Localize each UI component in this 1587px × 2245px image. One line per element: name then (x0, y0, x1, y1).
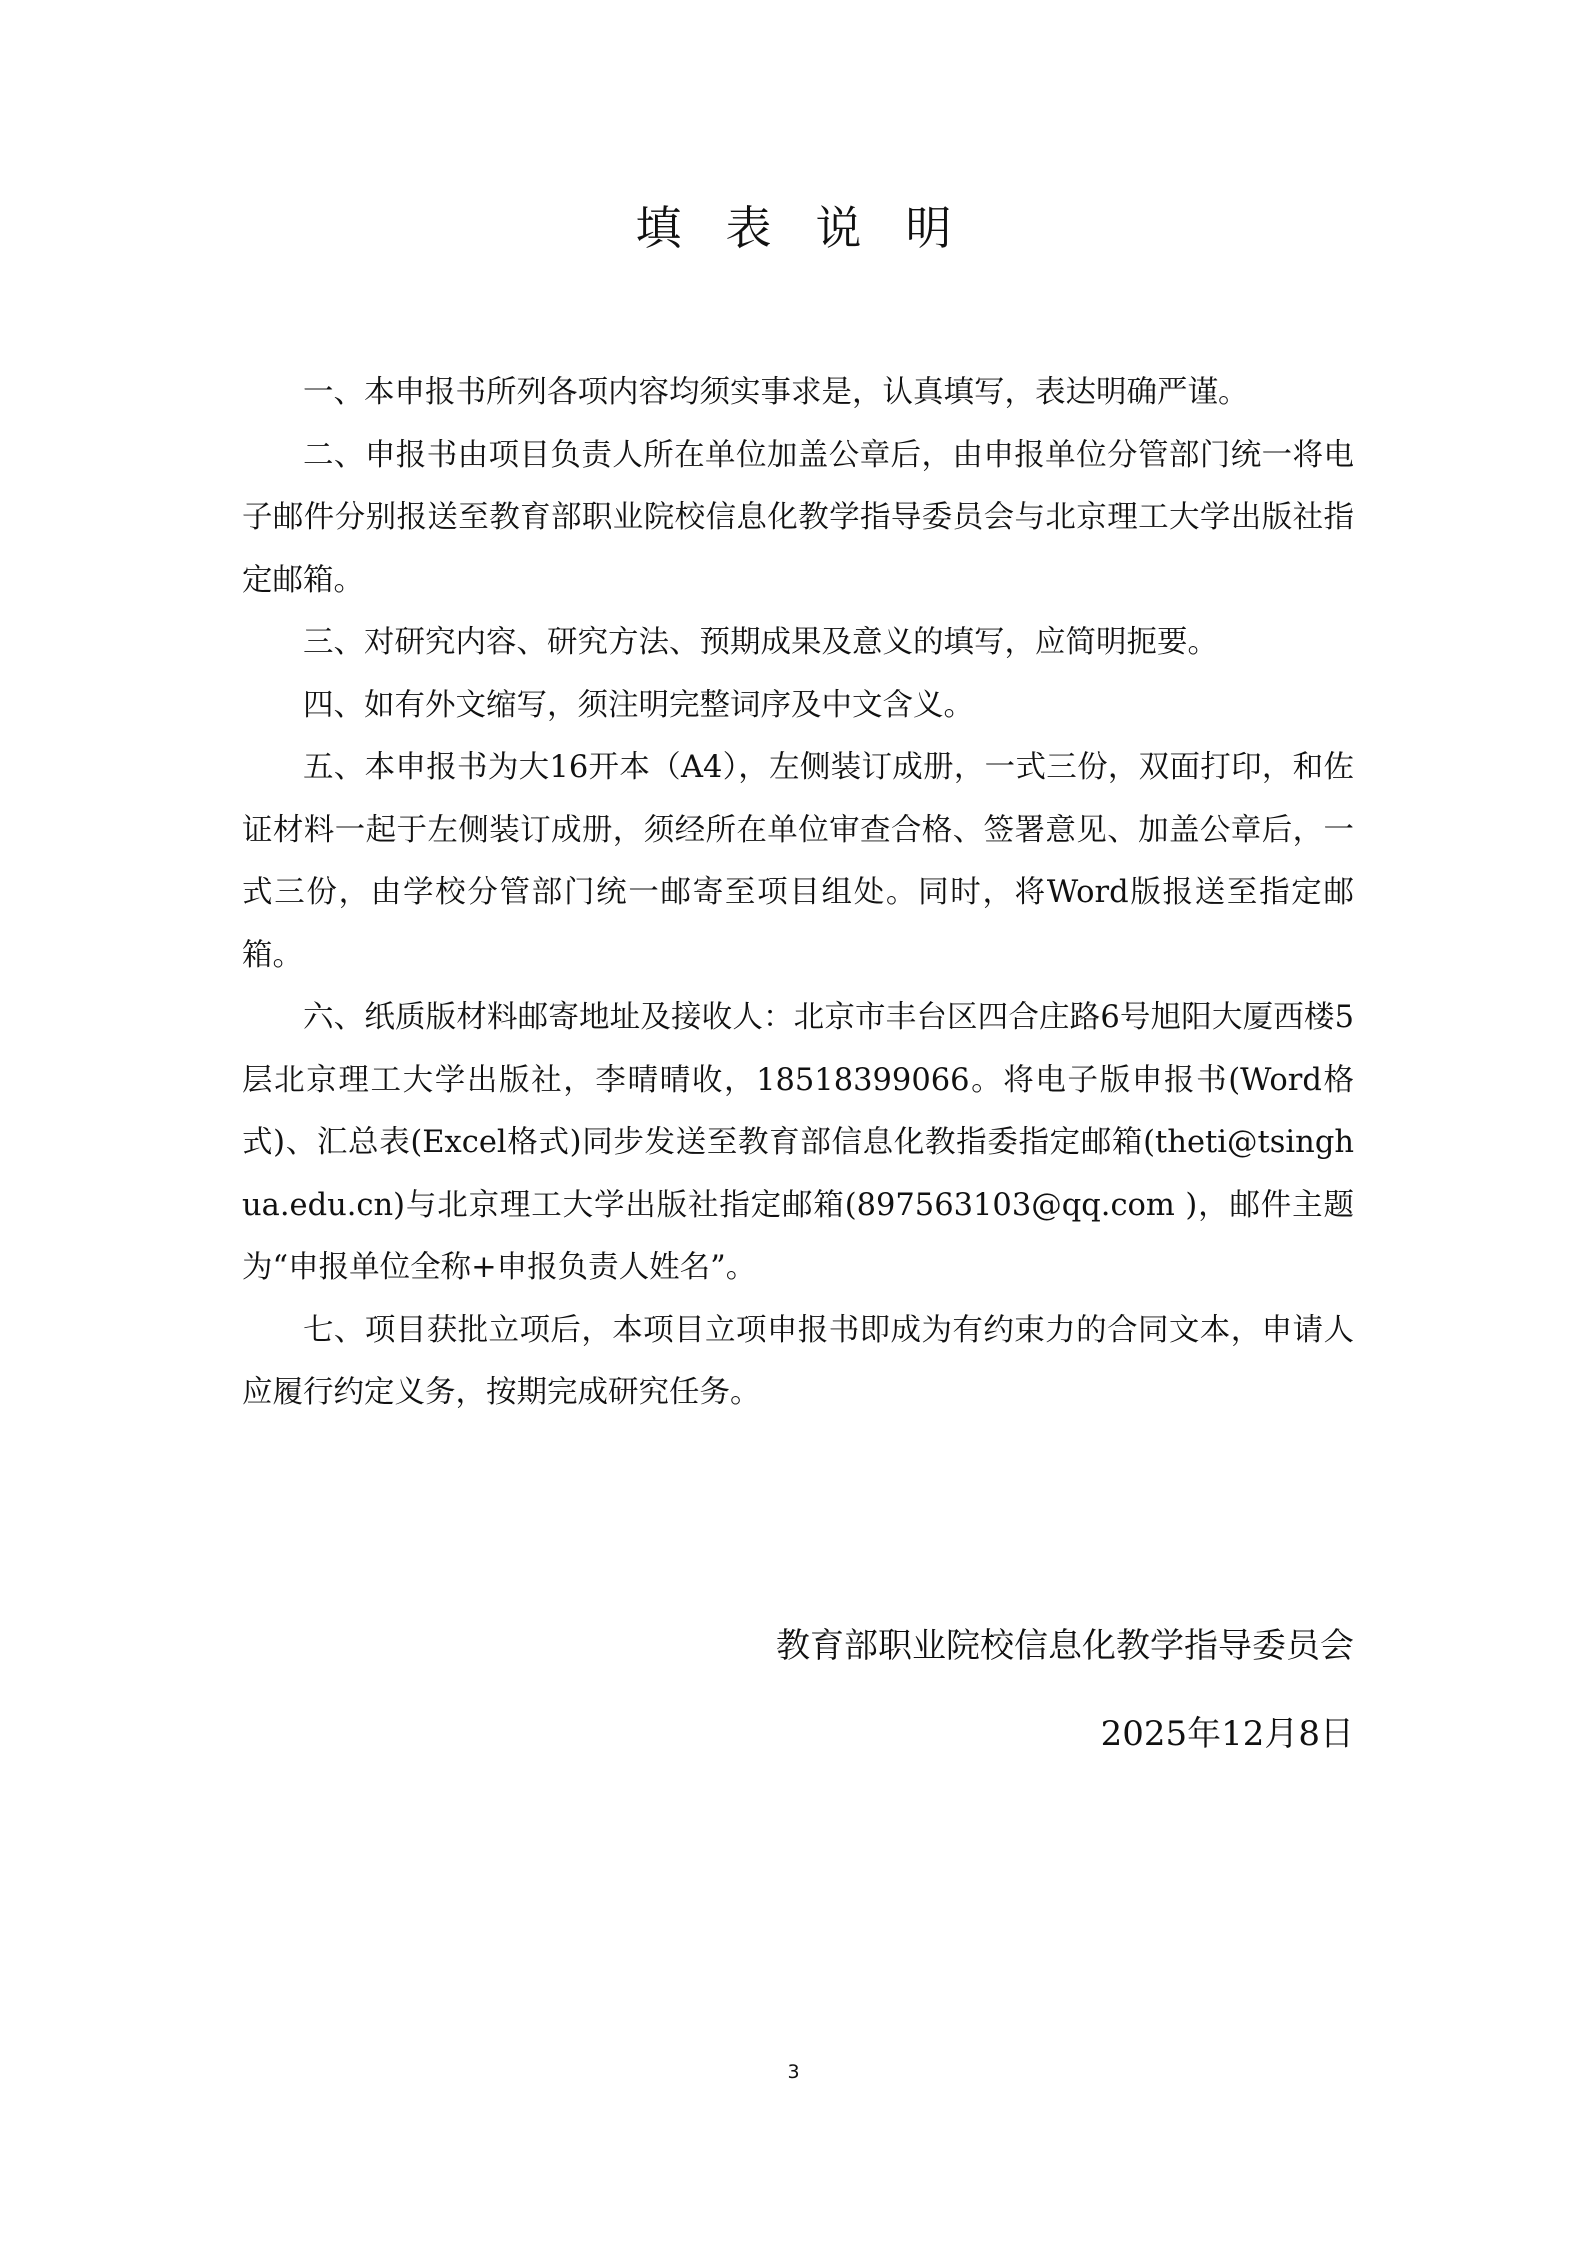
instructions-body (242, 362, 1354, 1425)
instruction-paragraph-6: 六、纸质版材料邮寄地址及接收人：北京市丰台区四合庄路6号旭阳大厦西楼5层北京理工大学出版社，李晴晴收，18518399066。将电子版申报书(Word格式)、汇总表(Excel格式)同步发送至教育部信息化教指委指定邮箱(theti@tsinghua.edu.cn)与北京理工大学出版社指定邮箱(897563103@qq.com )，邮件主题为“申报单位全称+申报负责人姓名”。 (242, 1000, 1354, 1285)
page-title: 填表说明 (635, 201, 996, 255)
signature-date: 2025年12月8日 (1100, 1714, 1354, 1754)
instruction-paragraph-1: 一、本申报书所列各项内容均须实事求是，认真填写，表达明确严谨。 (303, 375, 1249, 410)
instruction-paragraph-3: 三、对研究内容、研究方法、预期成果及意义的填写，应简明扼要。 (303, 625, 1218, 660)
page-number: 3 (787, 2061, 800, 2083)
instruction-paragraph-4: 四、如有外文缩写，须注明完整词序及中文含义。 (303, 687, 974, 723)
instruction-paragraph-5: 五、本申报书为大16开本（A4），左侧装订成册，一式三份，双面打印，和佐证材料一起于左侧装订成册，须经所在单位审查合格、签署意见、加盖公章后，一式三份，由学校分管部门统一邮寄至项目组处。同时，将Word版报送至指定邮箱。 (242, 750, 1354, 973)
instruction-paragraph-7: 七、项目获批立项后，本项目立项申报书即成为有约束力的合同文本，申请人应履行约定义务，按期完成研究任务。 (242, 1312, 1354, 1410)
signature-block (776, 1602, 1354, 1778)
signature-organization: 教育部职业院校信息化教学指导委员会 (776, 1626, 1354, 1666)
instruction-paragraph-2: 二、申报书由项目负责人所在单位加盖公章后，由申报单位分管部门统一将电子邮件分别报送至教育部职业院校信息化教学指导委员会与北京理工大学出版社指定邮箱。 (242, 437, 1354, 598)
